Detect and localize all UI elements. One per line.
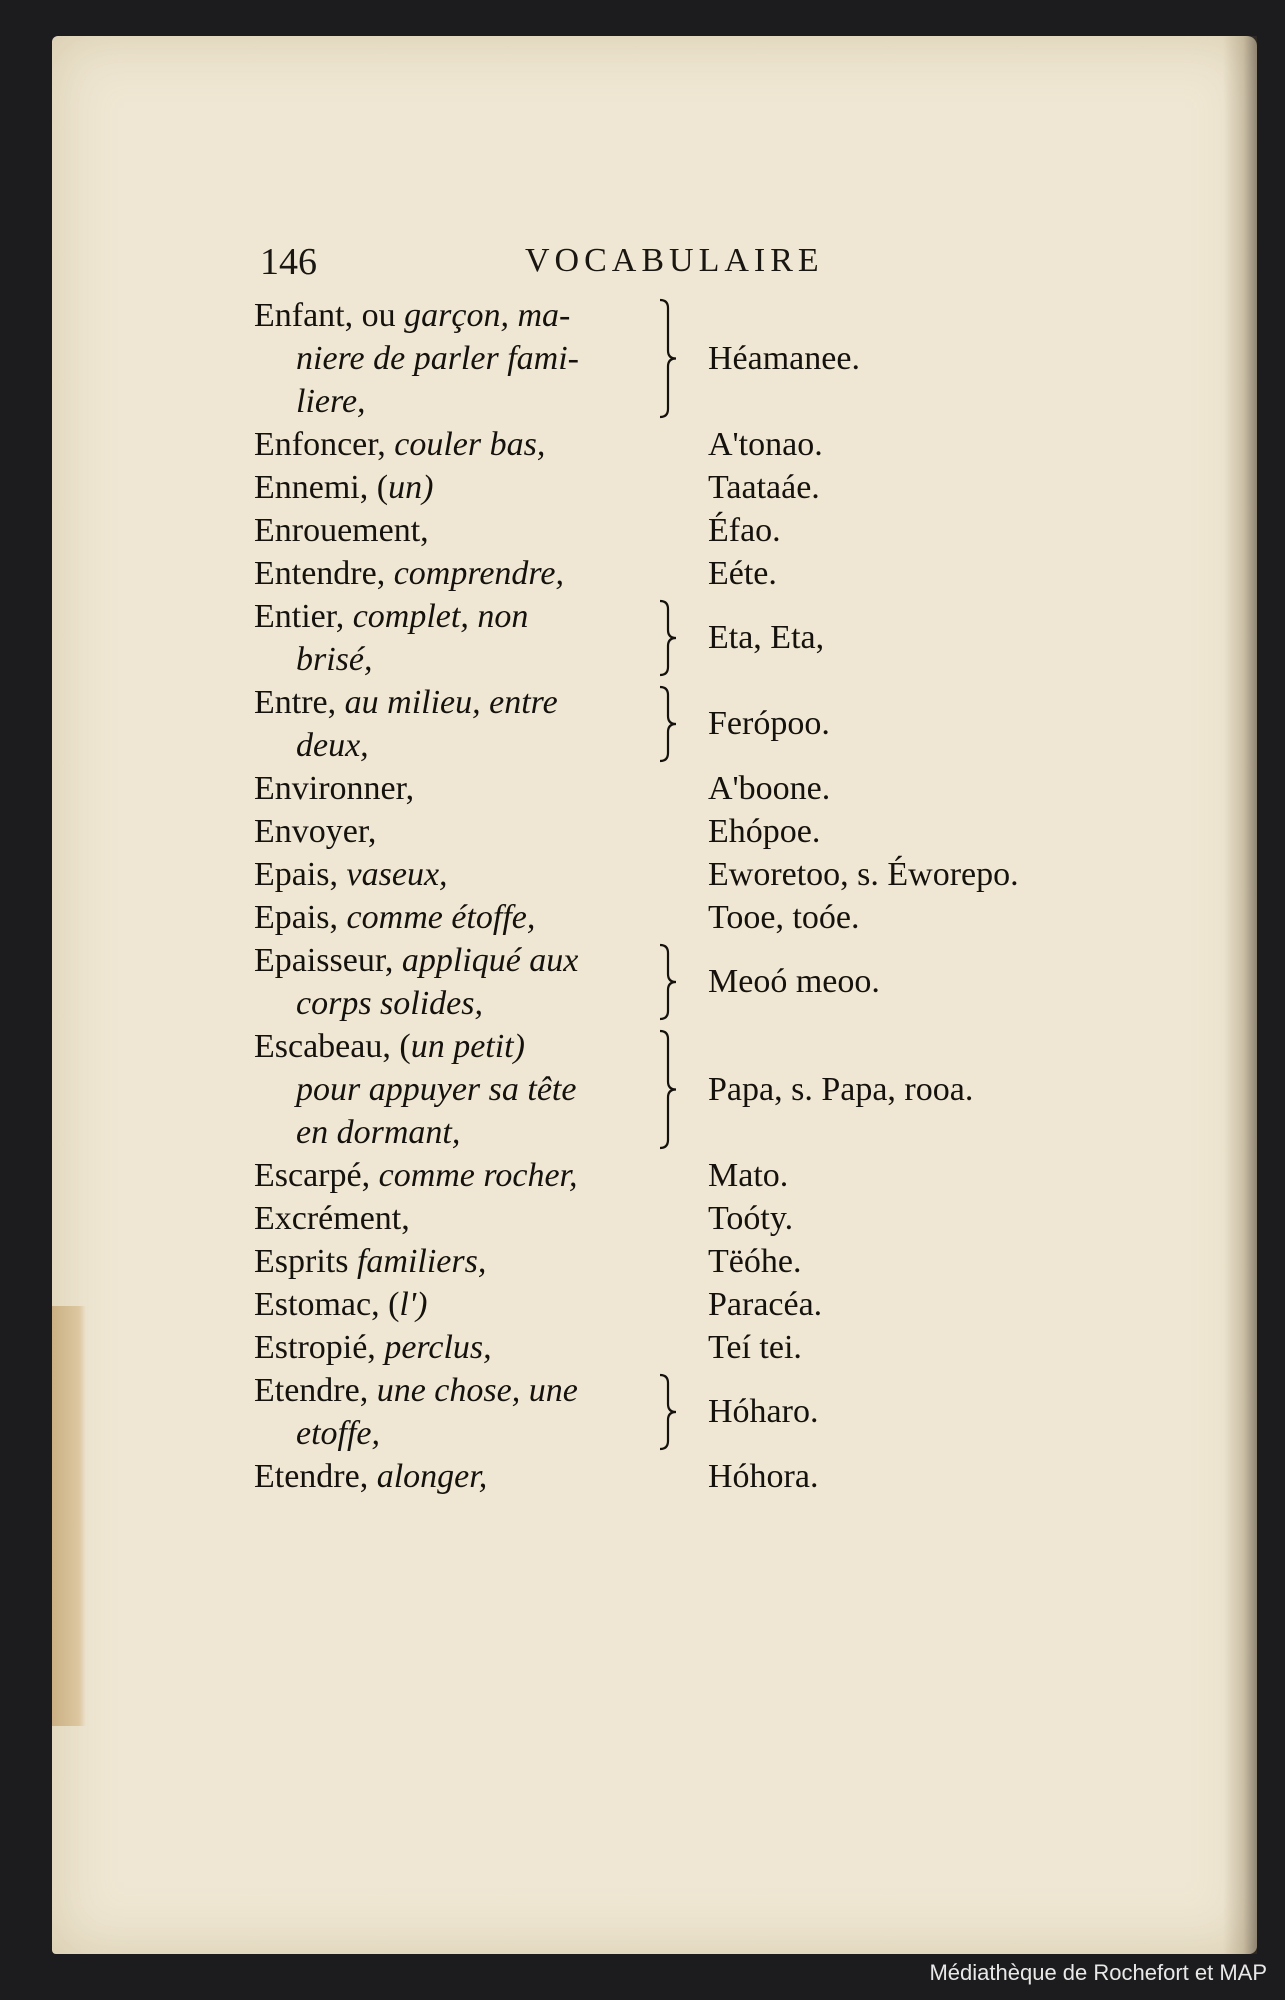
headword: Escabeau, (: [254, 1028, 411, 1065]
term-line: [254, 1283, 669, 1326]
vocab-entry: [254, 423, 1154, 466]
term-line: [254, 896, 669, 939]
french-term: [254, 853, 669, 896]
tahitian-translation: Eworetoo, s. Éworepo.: [708, 856, 1019, 893]
tahitian-translation: Papa, s. Papa, rooa.: [708, 1071, 974, 1108]
french-term: [254, 1025, 669, 1154]
headword: Enfoncer,: [254, 426, 395, 463]
headword: Estropié,: [254, 1329, 385, 1366]
tahitian-translation: Taataáe.: [708, 469, 820, 506]
vocab-entry: [254, 681, 1154, 767]
term-line: [254, 509, 669, 552]
french-term: [254, 1197, 669, 1240]
headword: Epaisseur,: [254, 942, 402, 979]
headword: Envoyer,: [254, 813, 377, 850]
gloss: vaseux,: [346, 856, 448, 893]
tahitian-translation: Héamanee.: [708, 340, 860, 377]
curly-brace-icon: [658, 298, 678, 419]
term-line: [254, 1455, 669, 1498]
headword: Estomac, (: [254, 1286, 400, 1323]
gloss: liere,: [296, 383, 366, 420]
curly-brace-icon: [658, 1373, 678, 1451]
page-stain: [52, 1306, 86, 1726]
vocab-entry: [254, 595, 1154, 681]
vocab-entry: [254, 466, 1154, 509]
tahitian-translation: Mato.: [708, 1157, 789, 1194]
headword: Entier,: [254, 598, 353, 635]
term-line: [254, 466, 669, 509]
vocab-entry: [254, 1283, 1154, 1326]
gloss: corps solides,: [296, 985, 483, 1022]
headword: Enrouement,: [254, 512, 429, 549]
vocab-entry: [254, 810, 1154, 853]
gloss: comprendre,: [393, 555, 564, 592]
tahitian-translation: Eéte.: [708, 555, 777, 592]
term-line: [254, 595, 669, 638]
headword: Escarpé,: [254, 1157, 379, 1194]
page-header: [260, 240, 880, 284]
page-number: 146: [260, 241, 317, 283]
term-line: [254, 810, 669, 853]
gloss: perclus,: [384, 1329, 492, 1366]
curly-brace-icon: [658, 1029, 678, 1150]
french-term: [254, 509, 669, 552]
term-line: [254, 552, 669, 595]
french-term: [254, 767, 669, 810]
curly-brace-icon: [658, 685, 678, 763]
term-line: [254, 1197, 669, 1240]
gloss: alonger,: [376, 1458, 488, 1495]
french-term: [254, 466, 669, 509]
vocab-entry: [254, 1197, 1154, 1240]
headword: Ennemi, (: [254, 469, 389, 506]
vocab-entry: [254, 1455, 1154, 1498]
term-line: [254, 767, 669, 810]
gloss: couler bas,: [394, 426, 546, 463]
tahitian-translation: Hóhora.: [708, 1458, 819, 1495]
headword: Excrément,: [254, 1200, 410, 1237]
french-term: [254, 1154, 669, 1197]
french-term: [254, 939, 669, 1025]
gloss: comme rocher,: [378, 1157, 578, 1194]
term-line: [254, 1326, 669, 1369]
headword: Epais,: [254, 856, 347, 893]
headword: Epais,: [254, 899, 347, 936]
gloss: pour appuyer sa tête: [296, 1071, 577, 1108]
gloss: une chose, une: [376, 1372, 578, 1409]
vocab-entry: [254, 853, 1154, 896]
gloss: en dormant,: [296, 1114, 461, 1151]
vocab-entry: [254, 767, 1154, 810]
tahitian-translation: A'tonao.: [708, 426, 823, 463]
vocab-entry: [254, 1154, 1154, 1197]
headword: Etendre,: [254, 1458, 377, 1495]
vocab-entry: [254, 1025, 1154, 1154]
french-term: [254, 681, 669, 767]
curly-brace-icon: [658, 599, 678, 677]
gloss: au milieu, entre: [344, 684, 558, 721]
vocabulary-list: [254, 294, 1154, 1498]
tahitian-translation: Meoó meoo.: [708, 963, 880, 1000]
term-line: [254, 1111, 669, 1154]
tahitian-translation: Tooe, toóe.: [708, 899, 860, 936]
term-line: [254, 1025, 669, 1068]
gloss: un petit): [410, 1028, 525, 1065]
term-line: [254, 853, 669, 896]
gloss: garçon, ma-: [404, 297, 571, 334]
french-term: [254, 896, 669, 939]
term-line: [254, 982, 669, 1025]
headword: Enfant, ou: [254, 297, 405, 334]
gloss: l'): [399, 1286, 428, 1323]
vocab-entry: [254, 896, 1154, 939]
gloss: deux,: [296, 727, 369, 764]
vocab-entry: [254, 509, 1154, 552]
term-line: [254, 1240, 669, 1283]
headword: Environner,: [254, 770, 415, 807]
term-line: [254, 638, 669, 681]
curly-brace-icon: [658, 943, 678, 1021]
term-line: [254, 380, 669, 423]
tahitian-translation: Hóharo.: [708, 1393, 819, 1430]
headword: Etendre,: [254, 1372, 377, 1409]
headword: Entre,: [254, 684, 345, 721]
french-term: [254, 294, 669, 423]
watermark: Médiathèque de Rochefort et MAP: [929, 1960, 1267, 1985]
french-term: [254, 1240, 669, 1283]
term-line: [254, 294, 669, 337]
tahitian-translation: Toóty.: [708, 1200, 794, 1237]
gloss: comme étoffe,: [346, 899, 536, 936]
term-line: [254, 1412, 669, 1455]
tahitian-translation: Ferópoo.: [708, 705, 830, 742]
term-line: [254, 1068, 669, 1111]
running-title: VOCABULAIRE: [525, 242, 824, 279]
gloss: familiers,: [356, 1243, 487, 1280]
vocab-entry: [254, 294, 1154, 423]
page-edge-shadow: [1223, 36, 1257, 1954]
tahitian-translation: Paracéa.: [708, 1286, 823, 1323]
tahitian-translation: Ehópoe.: [708, 813, 821, 850]
french-term: [254, 1455, 669, 1498]
french-term: [254, 595, 669, 681]
french-term: [254, 1369, 669, 1455]
gloss: brisé,: [296, 641, 373, 678]
french-term: [254, 552, 669, 595]
vocab-entry: [254, 1369, 1154, 1455]
vocab-entry: [254, 1240, 1154, 1283]
french-term: [254, 423, 669, 466]
vocab-entry: [254, 552, 1154, 595]
tahitian-translation: Éfao.: [708, 512, 781, 549]
tahitian-translation: A'boone.: [708, 770, 831, 807]
tahitian-translation: Eta, Eta,: [708, 619, 825, 656]
gloss: appliqué aux: [401, 942, 579, 979]
term-line: [254, 1154, 669, 1197]
tahitian-translation: Tëóhe.: [708, 1243, 802, 1280]
headword: Esprits: [254, 1243, 357, 1280]
french-term: [254, 1283, 669, 1326]
gloss: complet, non: [352, 598, 529, 635]
gloss: un): [388, 469, 434, 506]
term-line: [254, 939, 669, 982]
vocab-entry: [254, 1326, 1154, 1369]
vocab-entry: [254, 939, 1154, 1025]
term-line: [254, 1369, 669, 1412]
tahitian-translation: Teí tei.: [708, 1329, 802, 1366]
term-line: [254, 681, 669, 724]
gloss: etoffe,: [296, 1415, 381, 1452]
french-term: [254, 1326, 669, 1369]
term-line: [254, 724, 669, 767]
headword: Entendre,: [254, 555, 394, 592]
term-line: [254, 423, 669, 466]
term-line: [254, 337, 669, 380]
gloss: niere de parler fami-: [296, 340, 579, 377]
french-term: [254, 810, 669, 853]
